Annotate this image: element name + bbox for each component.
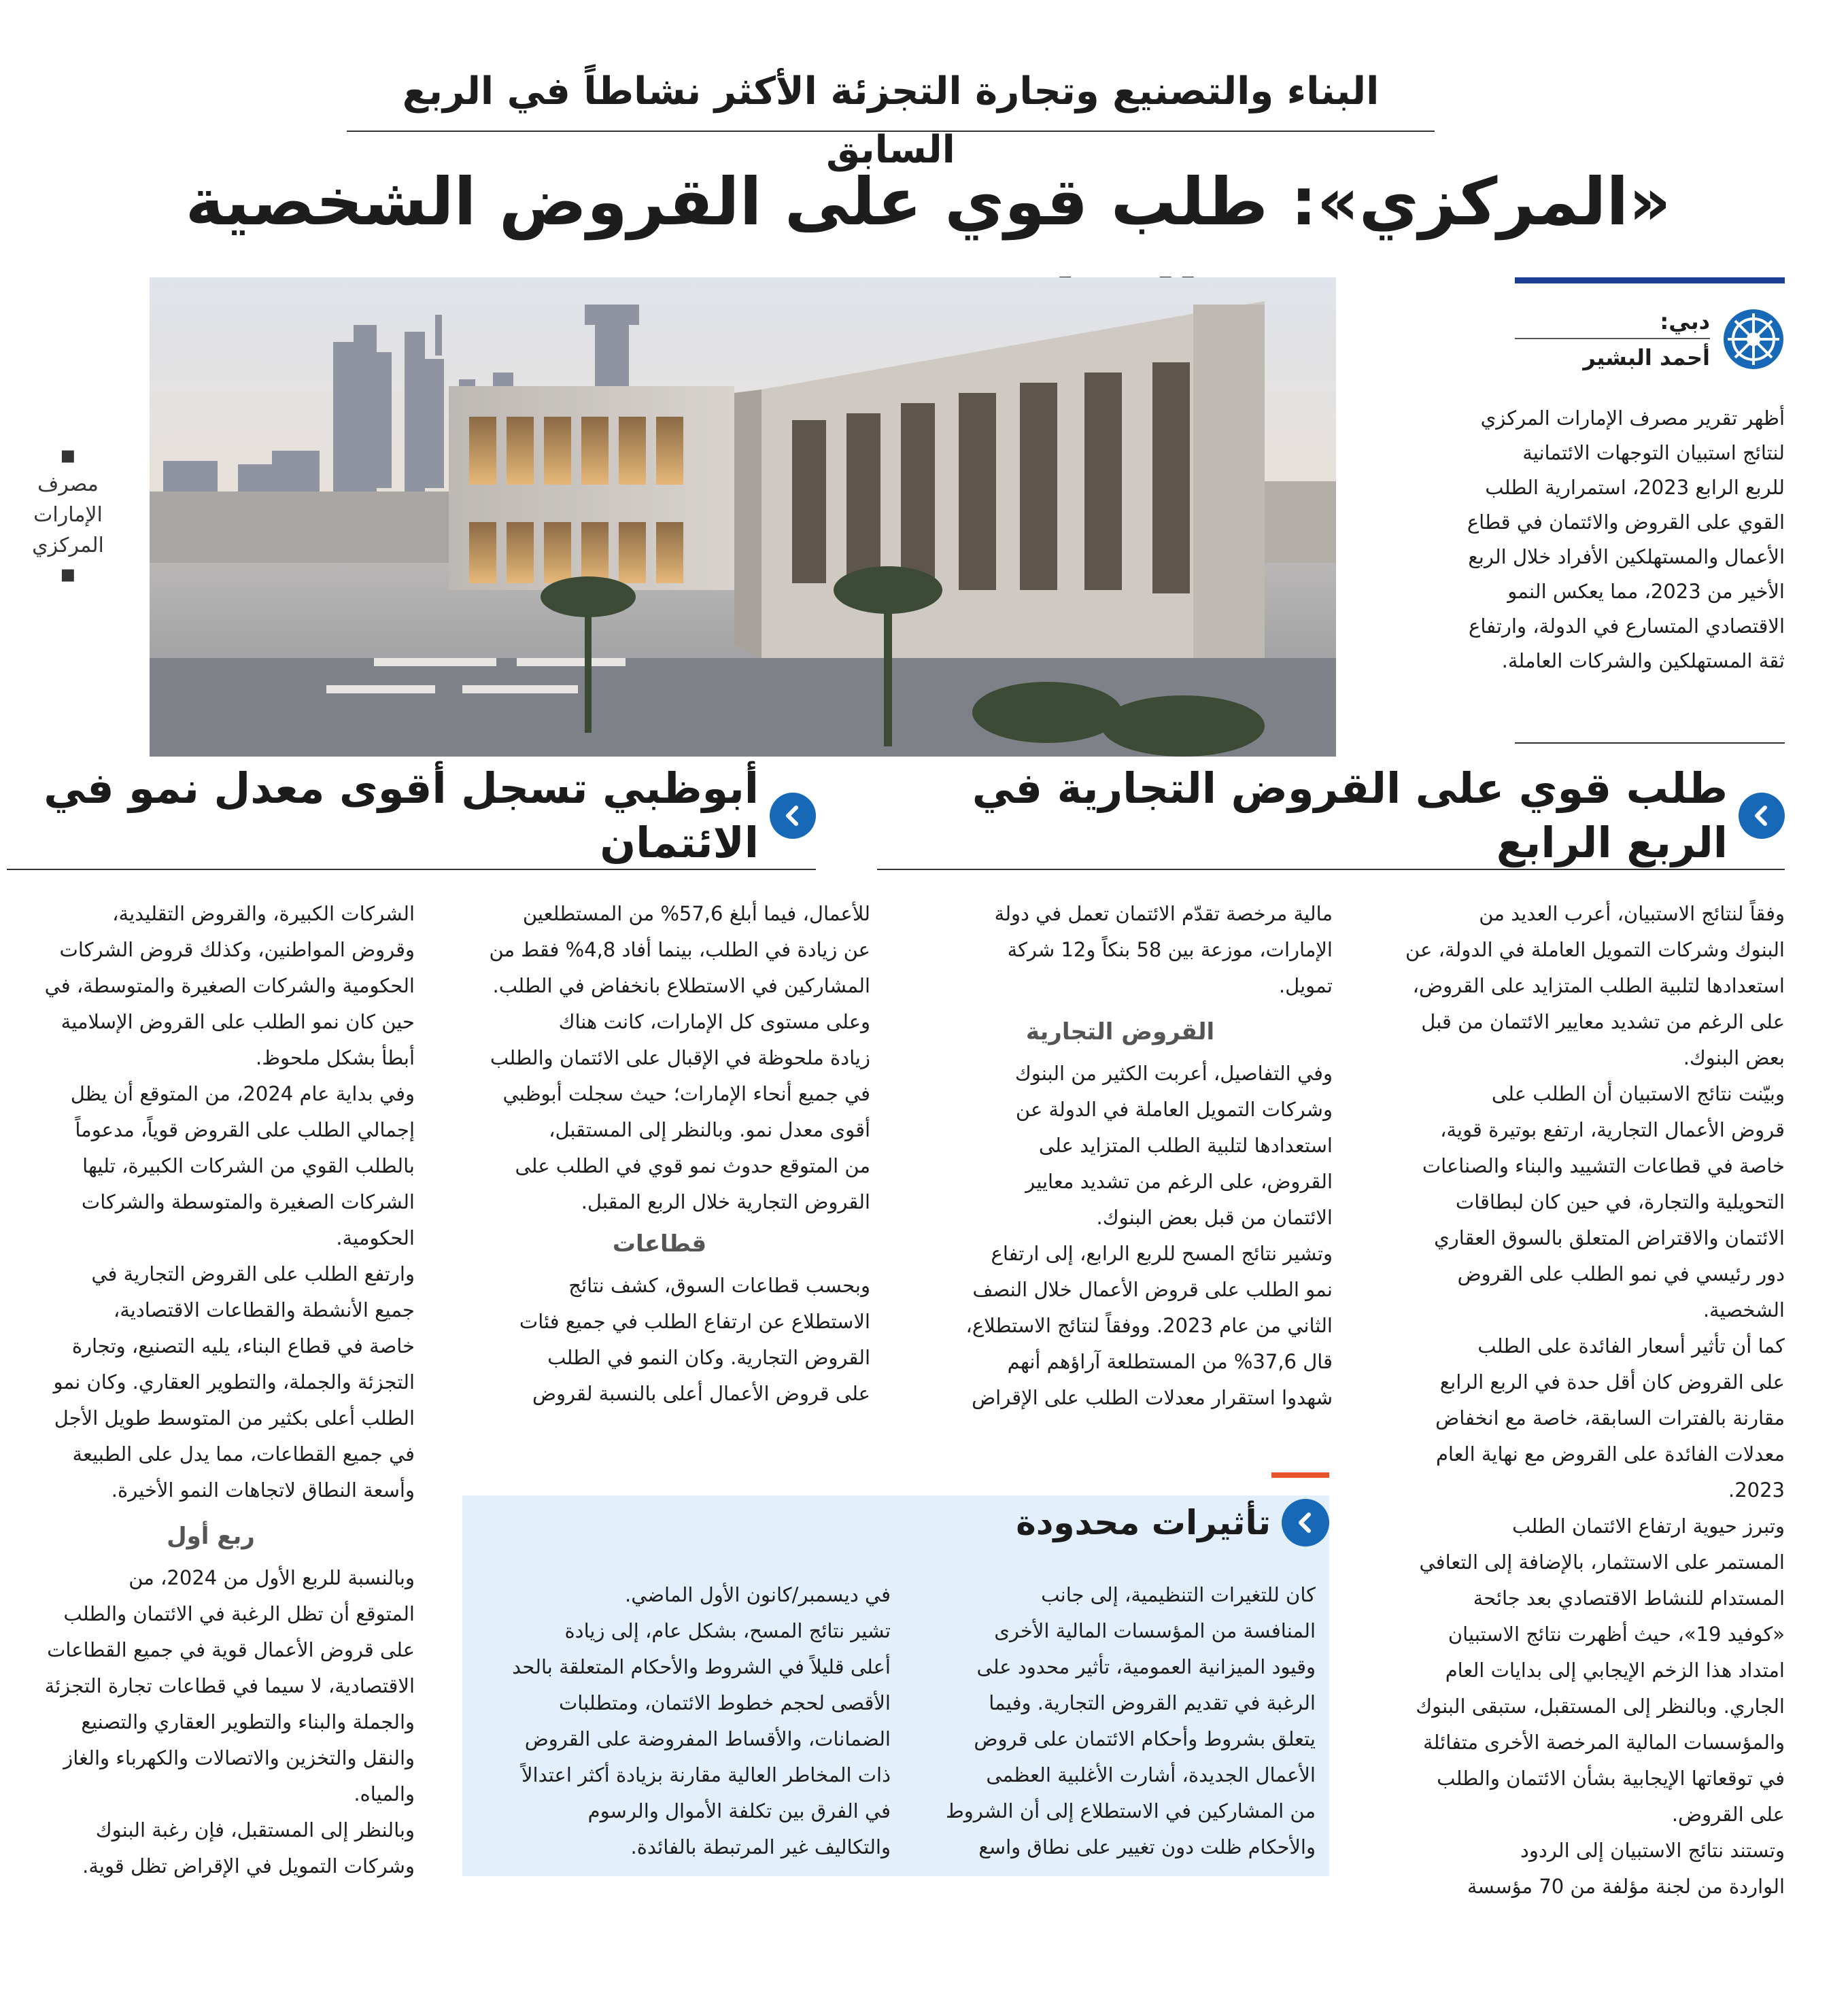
- lead-paragraph: [1401, 401, 1785, 678]
- box-title-text: تأثيرات محدودة: [1016, 1503, 1271, 1542]
- column-1: [1367, 896, 1785, 1905]
- body-paragraph: وفقاً لنتائج الاستبيان، أعرب العديد من البنوك وشركات التمويل العاملة في الدولة، عن استعدادها لتلبية الطلب المتزايد على القروض، على الرغم من تشديد معايير الائتمان من قبل بعض البنوك.: [1405, 902, 1785, 1069]
- section2-underline: [7, 869, 816, 870]
- body-paragraph: وتستند نتائج الاستبيان إلى الردود الواردة من لجنة مؤلفة من 70 مؤسسة: [1467, 1839, 1785, 1898]
- section1-title-text: طلب قوي على القروض التجارية في الربع الرابع: [972, 763, 1728, 867]
- caption-bullet-top: ▪: [59, 441, 77, 469]
- caption-line: الإمارات: [33, 503, 103, 527]
- column-2: [908, 896, 1333, 1416]
- column-4: [7, 896, 415, 1884]
- box-column-left: [476, 1577, 891, 1865]
- body-paragraph: الشركات الكبيرة، والقروض التقليدية، وقروض المواطنين، وكذلك قروض الشركات الحكومية والشركات الصغيرة والمتوسطة، في حين كان نمو الطلب على القروض الإسلامية أبطأ بشكل ملحوظ.: [44, 902, 415, 1069]
- section1-title: [878, 763, 1785, 867]
- caption-line: مصرف: [37, 472, 99, 496]
- box-accent-bar: [1271, 1472, 1329, 1478]
- kicker: [347, 63, 1435, 172]
- article-photo: [150, 277, 1336, 757]
- body-paragraph: وبحسب قطاعات السوق، كشف نتائج الاستطلاع عن ارتفاع الطلب في جميع فئات القروض التجارية. وكان النمو في الطلب على قروض الأعمال أعلى بالنسبة لقروض: [519, 1274, 870, 1405]
- chevron-left-icon: [770, 793, 816, 839]
- subhead-commercial-loans: القروض التجارية: [1025, 1018, 1215, 1045]
- headline: «المركزي»: طلب قوي على القروض الشخصية: [185, 164, 1671, 240]
- caption-bullet-bottom: ▪: [59, 560, 77, 588]
- body-paragraph: وبالنسبة للربع الأول من 2024، من المتوقع أن تظل الرغبة في الائتمان والطلب على قروض الأعمال قوية في جميع القطاعات الاقتصادية، لا سيما في قطاعات تجارة التجزئة والجملة والبناء والتطوير العقاري والتصنيع والنقل والتخزين والاتصالات والكهرباء والغاز والمياه.: [44, 1566, 415, 1805]
- body-paragraph: وفي التفاصيل، أعربت الكثير من البنوك وشركات التمويل العاملة في الدولة عن استعدادها لتلبية الطلب المتزايد على القروض، على الرغم من تشديد معايير الائتمان من قبل بعض البنوك.: [1014, 1062, 1333, 1229]
- section2-title: [7, 763, 816, 867]
- top-rule: [1515, 277, 1785, 283]
- body-paragraph: وبالنظر إلى المستقبل، فإن رغبة البنوك وشركات التمويل في الإقراض تظل قوية.: [82, 1818, 415, 1878]
- body-paragraph: وفي بداية عام 2024، من المتوقع أن يظل إجمالي الطلب على القروض قوياً، مدعوماً بالطلب القوي من الشركات الكبيرة، تليها الشركات الصغيرة والمتوسطة والشركات الحكومية.: [70, 1082, 415, 1249]
- subhead-sectors: قطاعات: [612, 1230, 707, 1258]
- lead-text: أظهر تقرير مصرف الإمارات المركزي لنتائج استبيان التوجهات الائتمانية للربع الرابع 2023، استمرارية الطلب القوي على القروض والائتمان في قطاع الأعمال والمستهلكين الأفراد خلال الربع الأخير من 2023، مما يعكس النمو الاقتصادي المتسارع في الدولة، وارتفاع ثقة المستهلكين والشركات العاملة.: [1467, 407, 1785, 672]
- body-paragraph: وعلى مستوى كل الإمارات، كانت هناك زيادة ملحوظة في الإقبال على الائتمان والطلب في جميع أنحاء الإمارات؛ حيث سجلت أبوظبي أقوى معدل نمو. وبالنظر إلى المستقبل، من المتوقع حدوث نمو قوي في الطلب على القروض التجارية خلال الربع المقبل.: [490, 1010, 870, 1213]
- central-bank-building-image: [150, 277, 1336, 757]
- body-paragraph: وارتفع الطلب على القروض التجارية في جميع الأنشطة والقطاعات الاقتصادية، خاصة في قطاع البناء، يليه التصنيع، وتجارة التجزئة والجملة، والتطوير العقاري. وكان نمو الطلب أعلى بكثير من المتوسط طويل الأجل في جميع القطاعات، مما يدل على الطبيعة وأسعة النطاق لاتجاهات النمو الأخيرة.: [53, 1262, 415, 1502]
- body-paragraph: وبيّنت نتائج الاستبيان أن الطلب على قروض الأعمال التجارية، ارتفع بوتيرة قوية، خاصة في قطاعات التشييد والبناء والصناعات التحويلية والتجارة، في حين كان لبطاقات الائتمان والاقتراض المتعلق بالسوق العقاري دور رئيسي في نمو الطلب على القروض الشخصية.: [1422, 1082, 1785, 1321]
- chevron-left-icon: [1739, 793, 1785, 839]
- section2-title-text: أبوظبي تسجل أقوى معدل نمو في الائتمان: [44, 763, 759, 867]
- limited-effects-box: [462, 1495, 1329, 1876]
- body-paragraph: وتبرز حيوية ارتفاع الائتمان الطلب المستمر على الاستثمار، بالإضافة إلى التعافي المستدام للنشاط الاقتصادي بعد جائحة «كوفيد 19»، حيث أظهرت نتائج الاستبيان امتداد هذا الزخم الإيجابي إلى بدايات العام الجاري. وبالنظر إلى المستقبل، ستبقى البنوك والمؤسسات المالية المرخصة الأخرى متفائلة في توقعاتها الإيجابية بشأن الائتمان والطلب على القروض.: [1416, 1515, 1785, 1826]
- body-paragraph: وتشير نتائج المسح للربع الرابع، إلى ارتفاع نمو الطلب على قروض الأعمال خلال النصف الثاني من عام 2023. ووفقاً لنتائج الاستطلاع، قال 37,6% من المستطلعة آراؤهم أنهم شهدوا استقرار معدلات الطلب على الإقراض: [965, 1242, 1333, 1409]
- newspaper-logo-icon: [1722, 308, 1785, 370]
- section1-underline: [877, 869, 1785, 870]
- dateline: [1515, 302, 1785, 377]
- body-paragraph: كما أن تأثير أسعار الفائدة على الطلب على القروض كان أقل حدة في الربع الرابع مقارنة بالفترات السابقة، خاصة مع انخفاض معدلات الفائدة على القروض مع نهاية العام 2023.: [1435, 1334, 1785, 1502]
- box-column-right: [908, 1577, 1316, 1865]
- body-paragraph: في ديسمبر/كانون الأول الماضي. تشير نتائج المسح، بشكل عام، إلى زيادة أعلى قليلاً في الشروط والأحكام المتعلقة بالحد الأقصى لحجم خطوط الائتمان، ومتطلبات الضمانات، والأقساط المفروضة على القروض ذات المخاطر العالية مقارنة بزيادة أكثر اعتدالاً في الفرق بين تكلفة الأموال والرسوم والتكاليف غير المرتبطة بالفائدة.: [512, 1583, 891, 1858]
- body-paragraph: كان للتغيرات التنظيمية، إلى جانب المنافسة من المؤسسات المالية الأخرى وقيود الميزانية العمومية، تأثير محدود على الرغبة في تقديم القروض التجارية. وفيما يتعلق بشروط وأحكام الائتمان على قروض الأعمال الجديدة، أشارت الأغلبية العظمى من المشاركين في الاستطلاع إلى أن الشروط والأحكام ظلت دون تغيير على نطاق واسع: [945, 1583, 1316, 1858]
- box-title: [1016, 1495, 1329, 1550]
- lead-rule: [1515, 742, 1785, 744]
- caption-line: المركزي: [32, 534, 104, 557]
- dateline-city: دبي:: [1660, 309, 1710, 334]
- kicker-text: البناء والتصنيع وتجارة التجزئة الأكثر نشاطاً في الربع السابق: [402, 69, 1380, 172]
- author-name: أحمد البشير: [1583, 345, 1710, 370]
- dateline-divider: [1515, 338, 1710, 339]
- photo-caption: [27, 442, 109, 588]
- chevron-left-icon: [1282, 1499, 1329, 1546]
- body-paragraph: مالية مرخصة تقدّم الائتمان تعمل في دولة الإمارات، موزعة بين 58 بنكاً و12 شركة تمويل.: [994, 902, 1333, 997]
- subhead-first-quarter: ربع أول: [167, 1523, 255, 1550]
- body-paragraph: للأعمال، فيما أبلغ 57,6% من المستطلعين عن زيادة في الطلب، بينما أفاد 4,8% فقط من المشاركين في الاستطلاع بانخفاض في الطلب.: [489, 902, 870, 997]
- column-3: [449, 896, 870, 1412]
